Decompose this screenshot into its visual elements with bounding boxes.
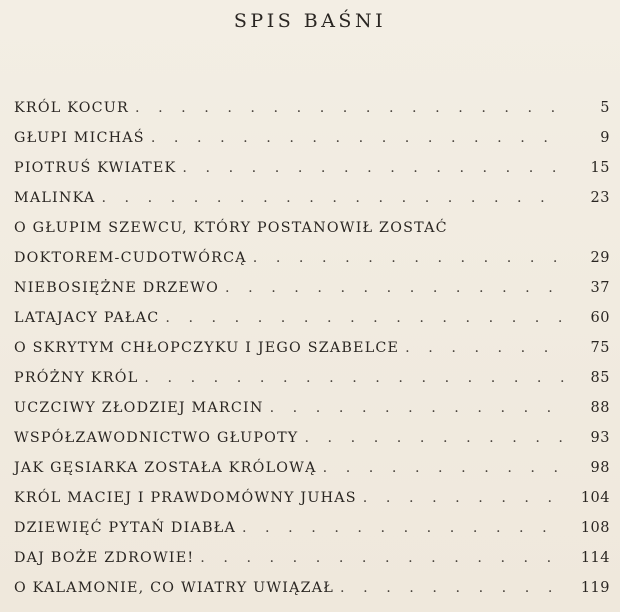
dot-leader — [225, 273, 564, 303]
toc-entry — [14, 153, 610, 183]
dot-leader — [101, 183, 564, 213]
entry-page-number: 98 — [590, 460, 610, 476]
toc-entry — [14, 363, 610, 393]
toc-entry — [14, 183, 610, 213]
entry-title: GŁUPI MICHAŚ — [14, 130, 145, 146]
toc-entry — [14, 123, 610, 153]
entry-page-number: 15 — [590, 160, 610, 176]
entry-title: O SKRYTYM CHŁOPCZYKU I JEGO SZABELCE — [14, 340, 400, 356]
dot-leader — [323, 453, 564, 483]
entry-page-number: 29 — [590, 250, 610, 266]
dot-leader — [144, 363, 564, 393]
entry-page-number: 85 — [590, 370, 610, 386]
entry-page-number: 93 — [590, 430, 610, 446]
entry-title: O GŁUPIM SZEWCU, KTÓRY POSTANOWIŁ ZOSTAĆ — [14, 220, 448, 236]
entry-title: PRÓŻNY KRÓL — [14, 370, 139, 386]
toc-entry — [14, 93, 610, 123]
dot-leader — [253, 243, 564, 273]
entry-page-number: 108 — [580, 520, 610, 536]
toc-entry — [14, 393, 610, 423]
toc-entry — [14, 453, 610, 483]
entry-title: KRÓL MACIEJ I PRAWDOMÓWNY JUHAS — [14, 490, 357, 506]
dot-leader — [151, 123, 564, 153]
dot-leader — [165, 303, 564, 333]
toc-entry — [14, 483, 610, 513]
entry-page-number: 9 — [600, 130, 610, 146]
toc-entry — [14, 243, 610, 273]
page-title: SPIS BAŚNI — [233, 10, 387, 32]
entry-title: JAK GĘSIARKA ZOSTAŁA KRÓLOWĄ — [14, 460, 317, 476]
dot-leader — [242, 513, 564, 543]
toc-entry — [14, 303, 610, 333]
entry-page-number: 5 — [600, 100, 610, 116]
dot-leader — [135, 93, 564, 123]
entry-page-number: 88 — [590, 400, 610, 416]
table-of-contents — [14, 93, 610, 603]
entry-title: PIOTRUŚ KWIATEK — [14, 160, 177, 176]
toc-entry — [14, 333, 610, 363]
entry-title: NIEBOSIĘŻNE DRZEWO — [14, 280, 220, 296]
dot-leader — [270, 393, 564, 423]
entry-page-number: 104 — [580, 490, 610, 506]
entry-title: MALINKA — [14, 190, 96, 206]
dot-leader — [363, 483, 564, 513]
toc-entry — [14, 573, 610, 603]
entry-title: DZIEWIĘĆ PYTAŃ DIABŁA — [14, 520, 236, 536]
entry-page-number: 60 — [590, 310, 610, 326]
toc-entry — [14, 513, 610, 543]
dot-leader — [200, 543, 564, 573]
entry-page-number: 23 — [590, 190, 610, 206]
entry-title: LATAJACY PAŁAC — [14, 310, 160, 326]
toc-entry — [14, 213, 610, 243]
dot-leader — [340, 573, 564, 603]
entry-title: DAJ BOŻE ZDROWIE! — [14, 550, 195, 566]
entry-page-number: 119 — [580, 580, 610, 596]
entry-title: O KALAMONIE, CO WIATRY UWIĄZAŁ — [14, 580, 335, 596]
entry-page-number: 37 — [590, 280, 610, 296]
toc-entry — [14, 543, 610, 573]
dot-leader — [405, 333, 564, 363]
toc-entry — [14, 423, 610, 453]
toc-entry — [14, 273, 610, 303]
entry-page-number: 75 — [590, 340, 610, 356]
entry-title: DOKTOREM-CUDOTWÓRCĄ — [14, 250, 247, 266]
entry-title: WSPÓŁZAWODNICTWO GŁUPOTY — [14, 430, 299, 446]
entry-page-number: 114 — [580, 550, 610, 566]
dot-leader — [182, 153, 564, 183]
dot-leader — [304, 423, 564, 453]
entry-title: KRÓL KOCUR — [14, 100, 129, 116]
entry-title: UCZCIWY ZŁODZIEJ MARCIN — [14, 400, 264, 416]
